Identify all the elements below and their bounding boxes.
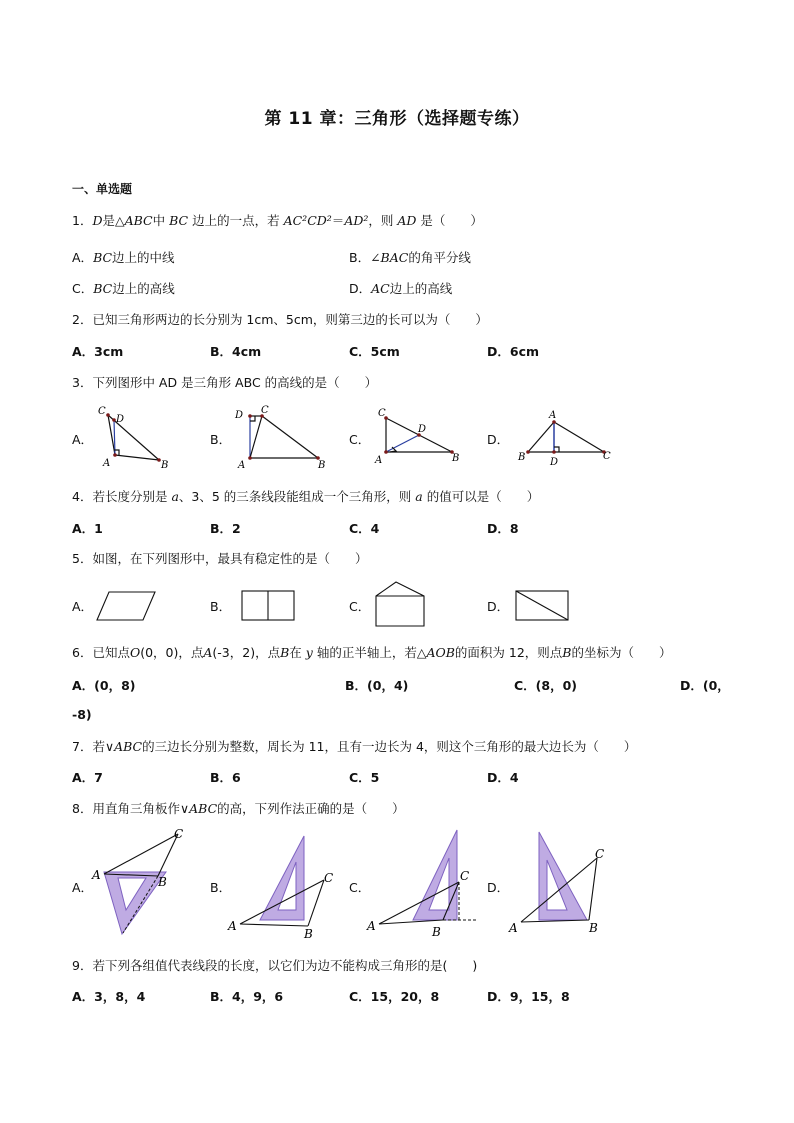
q6-option-b[interactable]: B．(0，4) bbox=[345, 678, 409, 693]
label-c: C bbox=[324, 871, 334, 885]
label-b: B bbox=[589, 921, 598, 935]
q3-option-c[interactable]: C． bbox=[349, 432, 371, 447]
q3-option-b[interactable]: B． bbox=[210, 432, 232, 447]
q6-option-d[interactable]: D．(0， bbox=[680, 678, 730, 693]
label-a: A bbox=[509, 921, 518, 935]
q1-option-d[interactable]: D．AC边上的高线 bbox=[349, 281, 453, 296]
q9-option-c[interactable]: C．15，20，8 bbox=[349, 989, 440, 1004]
q1-option-b[interactable]: B．∠BAC的角平分线 bbox=[349, 250, 471, 265]
q8-figure-d bbox=[505, 828, 625, 940]
q3-figure-b bbox=[232, 402, 332, 472]
label-a: A bbox=[549, 410, 557, 421]
q2-option-a[interactable]: A．3cm bbox=[72, 344, 124, 359]
q4-option-b[interactable]: B．2 bbox=[210, 521, 241, 536]
q8-option-a[interactable]: A． bbox=[72, 880, 94, 895]
q6-option-d-wrap: -8) bbox=[72, 707, 92, 722]
label-c: C bbox=[595, 847, 605, 861]
q3-option-d[interactable]: D． bbox=[487, 432, 510, 447]
q5-option-d[interactable]: D． bbox=[487, 599, 510, 614]
q8-figure-a bbox=[90, 822, 200, 942]
q5-house-shape bbox=[372, 578, 432, 630]
q9-option-a[interactable]: A．3，8，4 bbox=[72, 989, 146, 1004]
label-c: C bbox=[261, 405, 269, 416]
label-c: C bbox=[378, 408, 386, 419]
q9-option-b[interactable]: B．4，9，6 bbox=[210, 989, 284, 1004]
q4-option-d[interactable]: D．8 bbox=[487, 521, 519, 536]
label-d: D bbox=[418, 424, 427, 435]
label-b: B bbox=[432, 925, 441, 939]
label-b: B bbox=[304, 927, 313, 941]
question-4-stem: 4．若长度分别是 a、3、5 的三条线段能组成一个三角形，则 a 的值可以是（ ） bbox=[72, 489, 540, 504]
q5-parallelogram bbox=[95, 588, 160, 624]
q2-option-b[interactable]: B．4cm bbox=[210, 344, 262, 359]
q5-rectangle-diagonal bbox=[514, 588, 574, 624]
section-heading: 一、单选题 bbox=[72, 182, 133, 196]
q1-option-c[interactable]: C．BC边上的高线 bbox=[72, 281, 175, 296]
q3-option-a[interactable]: A． bbox=[72, 432, 94, 447]
q6-option-a[interactable]: A．(0，8) bbox=[72, 678, 136, 693]
q4-option-c[interactable]: C．4 bbox=[349, 521, 380, 536]
label-a: A bbox=[375, 455, 383, 466]
label-b: B bbox=[452, 453, 460, 464]
page-title: 第 11 章：三角形（选择题专练） bbox=[264, 109, 530, 129]
label-a: A bbox=[228, 919, 237, 933]
q7-option-c[interactable]: C．5 bbox=[349, 770, 380, 785]
q8-figure-b bbox=[226, 832, 346, 942]
q7-option-b[interactable]: B．6 bbox=[210, 770, 241, 785]
q5-option-a[interactable]: A． bbox=[72, 599, 94, 614]
q5-option-c[interactable]: C． bbox=[349, 599, 371, 614]
label-c: C bbox=[603, 451, 611, 462]
question-6-stem: 6．已知点O(0，0)，点A(-3，2)，点B在 y 轴的正半轴上，若△AOB的面积为 12，则点B的坐标为（ ） bbox=[72, 645, 672, 660]
q2-option-d[interactable]: D．6cm bbox=[487, 344, 540, 359]
q2-option-c[interactable]: C．5cm bbox=[349, 344, 400, 359]
q8-option-b[interactable]: B． bbox=[210, 880, 232, 895]
label-c: C bbox=[174, 827, 184, 841]
q4-option-a[interactable]: A．1 bbox=[72, 521, 103, 536]
q3-figure-a bbox=[95, 402, 175, 472]
label-d: D bbox=[235, 410, 244, 421]
question-1-stem: 1．D是△ABC中 BC 边上的一点，若 AC²CD²＝AD²，则 AD 是（ ） bbox=[72, 213, 483, 228]
label-b: B bbox=[158, 875, 167, 889]
q3-figure-c bbox=[372, 402, 472, 472]
label-c: C bbox=[460, 869, 470, 883]
question-5-stem: 5．如图，在下列图形中，最具有稳定性的是（ ） bbox=[72, 551, 368, 566]
q7-option-d[interactable]: D．4 bbox=[487, 770, 519, 785]
q7-option-a[interactable]: A．7 bbox=[72, 770, 103, 785]
label-c: C bbox=[98, 406, 106, 417]
question-2-stem: 2．已知三角形两边的长分别为 1cm、5cm，则第三边的长可以为（ ） bbox=[72, 312, 488, 327]
question-9-stem: 9．若下列各组值代表线段的长度，以它们为边不能构成三角形的是( ) bbox=[72, 958, 478, 973]
label-b: B bbox=[518, 452, 526, 463]
q6-option-c[interactable]: C．(8，0) bbox=[514, 678, 577, 693]
q5-rectangle-divided bbox=[240, 588, 300, 624]
q9-option-d[interactable]: D．9，15，8 bbox=[487, 989, 570, 1004]
label-a: A bbox=[238, 460, 246, 471]
q5-option-b[interactable]: B． bbox=[210, 599, 232, 614]
label-d: D bbox=[550, 457, 559, 468]
q8-option-c[interactable]: C． bbox=[349, 880, 371, 895]
label-b: B bbox=[318, 460, 326, 471]
q8-figure-c bbox=[365, 824, 495, 944]
label-d: D bbox=[116, 414, 125, 425]
q3-figure-d bbox=[514, 402, 614, 472]
question-7-stem: 7．若∨ABC的三边长分别为整数，周长为 11，且有一边长为 4，则这个三角形的最大边长为（ ） bbox=[72, 739, 637, 754]
question-8-stem: 8．用直角三角板作∨ABC的高，下列作法正确的是（ ） bbox=[72, 801, 405, 816]
question-3-stem: 3．下列图形中 AD 是三角形 ABC 的高线的是（ ） bbox=[72, 375, 378, 390]
label-a: A bbox=[103, 458, 111, 469]
q1-option-a[interactable]: A．BC边上的中线 bbox=[72, 250, 175, 265]
q8-option-d[interactable]: D． bbox=[487, 880, 510, 895]
label-a: A bbox=[367, 919, 376, 933]
label-a: A bbox=[92, 868, 101, 882]
label-b: B bbox=[161, 460, 169, 471]
